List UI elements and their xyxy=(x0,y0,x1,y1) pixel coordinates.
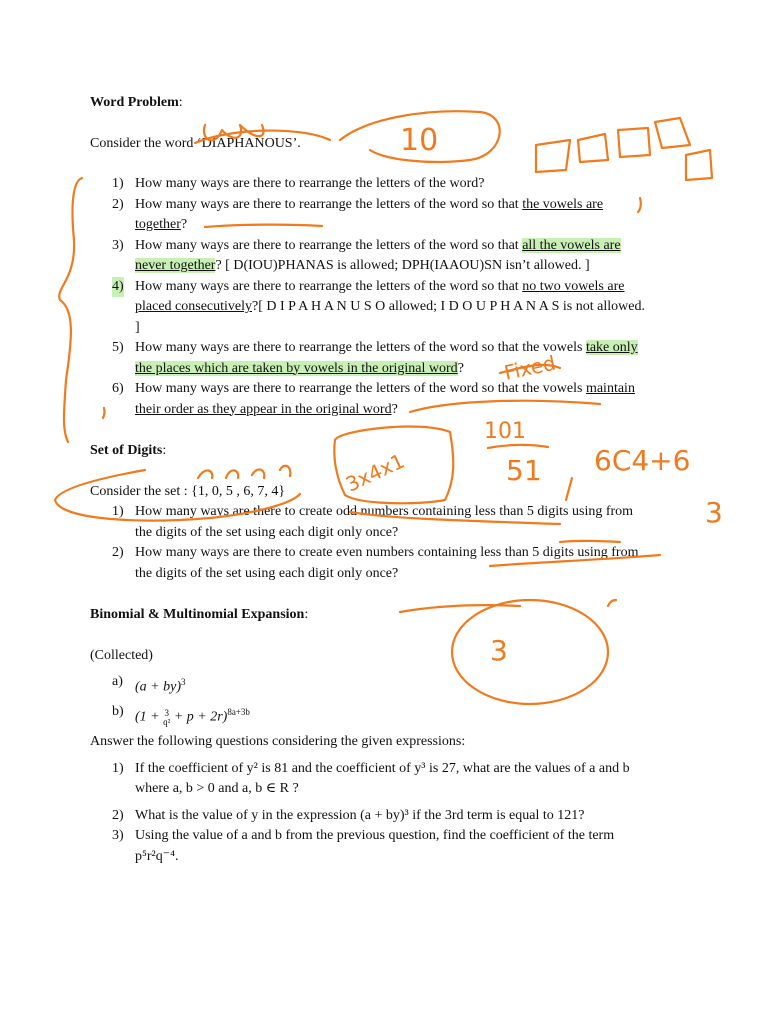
list-item: 2) How many ways are there to create even numbers containing less than 5 digits using from the digits of the set using each digit only once? xyxy=(112,545,639,581)
ink-note-3a: 3 xyxy=(705,496,723,529)
list-item: 4) How many ways are there to rearrange the letters of the word so that no two vowels are placed consecutively?[ D I P A H A N U S O allowed; I D O U P H A N A S is not allowed. ] xyxy=(112,278,645,335)
list-item: 3) Using the value of a and b from the previous question, find the coefficient of the term p⁵r²q⁻⁴. xyxy=(112,828,615,864)
ink-note-3b: 3 xyxy=(490,634,508,667)
list-item: 1) If the coefficient of y² is 81 and the coefficient of y³ is 27, what are the values of a and b where a, b > 0 and a, b ∈ R ? xyxy=(112,760,630,797)
digits-section: Set of Digits: Consider the set : {1, 0, 5 , 6, 7, 4} 1) How many ways are there to create odd numbers containing less than 5 digits using from the digits of the set using each digit only once? 2) How many ways are there to create even numbers containing less than 5 digits using from the digits of the set using each digit only once? xyxy=(90,441,690,584)
word-problem-section: Word Problem: Consider the word ‘DIAPHANOUS’. 1) How many ways are there to rearrange the letters of the word? 2) How many ways are there to rearrange the letters of the word so that the vowels are together? 3) How many ways are there to rearrange the letters of the word so that all the vowels are never together? [ D(IOU)PHANAS is allowed; DPH(IAAOU)SN isn’t allowed. ] 4) How many ways are there to rearrange the letters of the word so that no two vowels are placed consecutively?[ D I P A H A N U S O allowed; I D O U P H A N A S is not allowed. ] 5) How many ways are there to rearrange the letters of the word so that the vowels take only the places which are taken by vowels in the original word? 6) How many ways are there to rearrange the letters of the word so that the vowels maintain their order as they appear in the original word? xyxy=(90,93,690,420)
binomial-list xyxy=(90,759,650,868)
list-item: 2) What is the value of y in the expression (a + by)³ if the 3rd term is equal to 121? xyxy=(112,807,585,823)
ink-note-fixed: Fixed xyxy=(502,350,558,385)
ink-note-10: 10 xyxy=(400,123,439,158)
ink-note-6c4: 6C4+6 xyxy=(594,444,691,477)
list-item: 1) How many ways are there to rearrange the letters of the word? xyxy=(112,176,485,191)
digits-heading: Set of Digits xyxy=(90,443,163,458)
word-problem-heading: Word Problem xyxy=(90,95,179,110)
binomial-heading: Binomial & Multinomial Expansion xyxy=(90,607,305,622)
expression-b: b) (1 + 3 q² + p + 2r)$^{8a+3b}$ xyxy=(112,704,250,727)
ink-note-3x4x1: 3x4x1 xyxy=(341,448,409,497)
digits-list xyxy=(90,502,650,584)
digits-intro: Consider the set : {1, 0, 5 , 6, 7, 4} xyxy=(90,483,286,499)
ink-note-101: 101 xyxy=(484,419,526,444)
expression-a: a) (a + by)$^3$ xyxy=(112,674,186,695)
collected-note: (Collected) xyxy=(90,647,153,663)
list-item: 3) How many ways are there to rearrange the letters of the word so that all the vowels are never together? [ D(IOU)PHANAS is allowed; DPH(IAAOU)SN isn’t allowed. ] xyxy=(112,237,621,273)
list-item: 1) How many ways are there to create odd numbers containing less than 5 digits using from the digits of the set using each digit only once? xyxy=(112,504,634,540)
ink-note-51: 51 xyxy=(506,454,542,487)
list-item: 2) How many ways are there to rearrange the letters of the word so that the vowels are together? xyxy=(112,196,604,232)
ink-brace xyxy=(59,178,82,442)
binomial-section: Binomial & Multinomial Expansion: (Collected) a) (a + by)$^3$ b) (1 + 3 q² + p + 2r)$^{8a+3b}$ Answer the following questions considering the given expressions: 1) If the coefficient of y² is 81 and the coefficient of y³ is 27, what are the values of a and b where a, b > 0 and a, b ∈ R ? 2) What is the value of y in the expression (a + by)³ if the 3rd term is equal to 121? 3) Using the value of a and b from the previous question, find the coefficient of the term p⁵r²q⁻⁴. xyxy=(90,605,690,867)
list-item: 5) How many ways are there to rearrange the letters of the word so that the vowels take only the places which are taken by vowels in the original word? xyxy=(112,340,638,376)
word-problem-intro: Consider the word ‘DIAPHANOUS’. xyxy=(90,135,301,151)
list-item: 6) How many ways are there to rearrange the letters of the word so that the vowels maintain their order as they appear in the original word? xyxy=(112,381,635,417)
word-problem-list xyxy=(90,174,650,420)
answer-intro: Answer the following questions considering the given expressions: xyxy=(90,734,466,750)
